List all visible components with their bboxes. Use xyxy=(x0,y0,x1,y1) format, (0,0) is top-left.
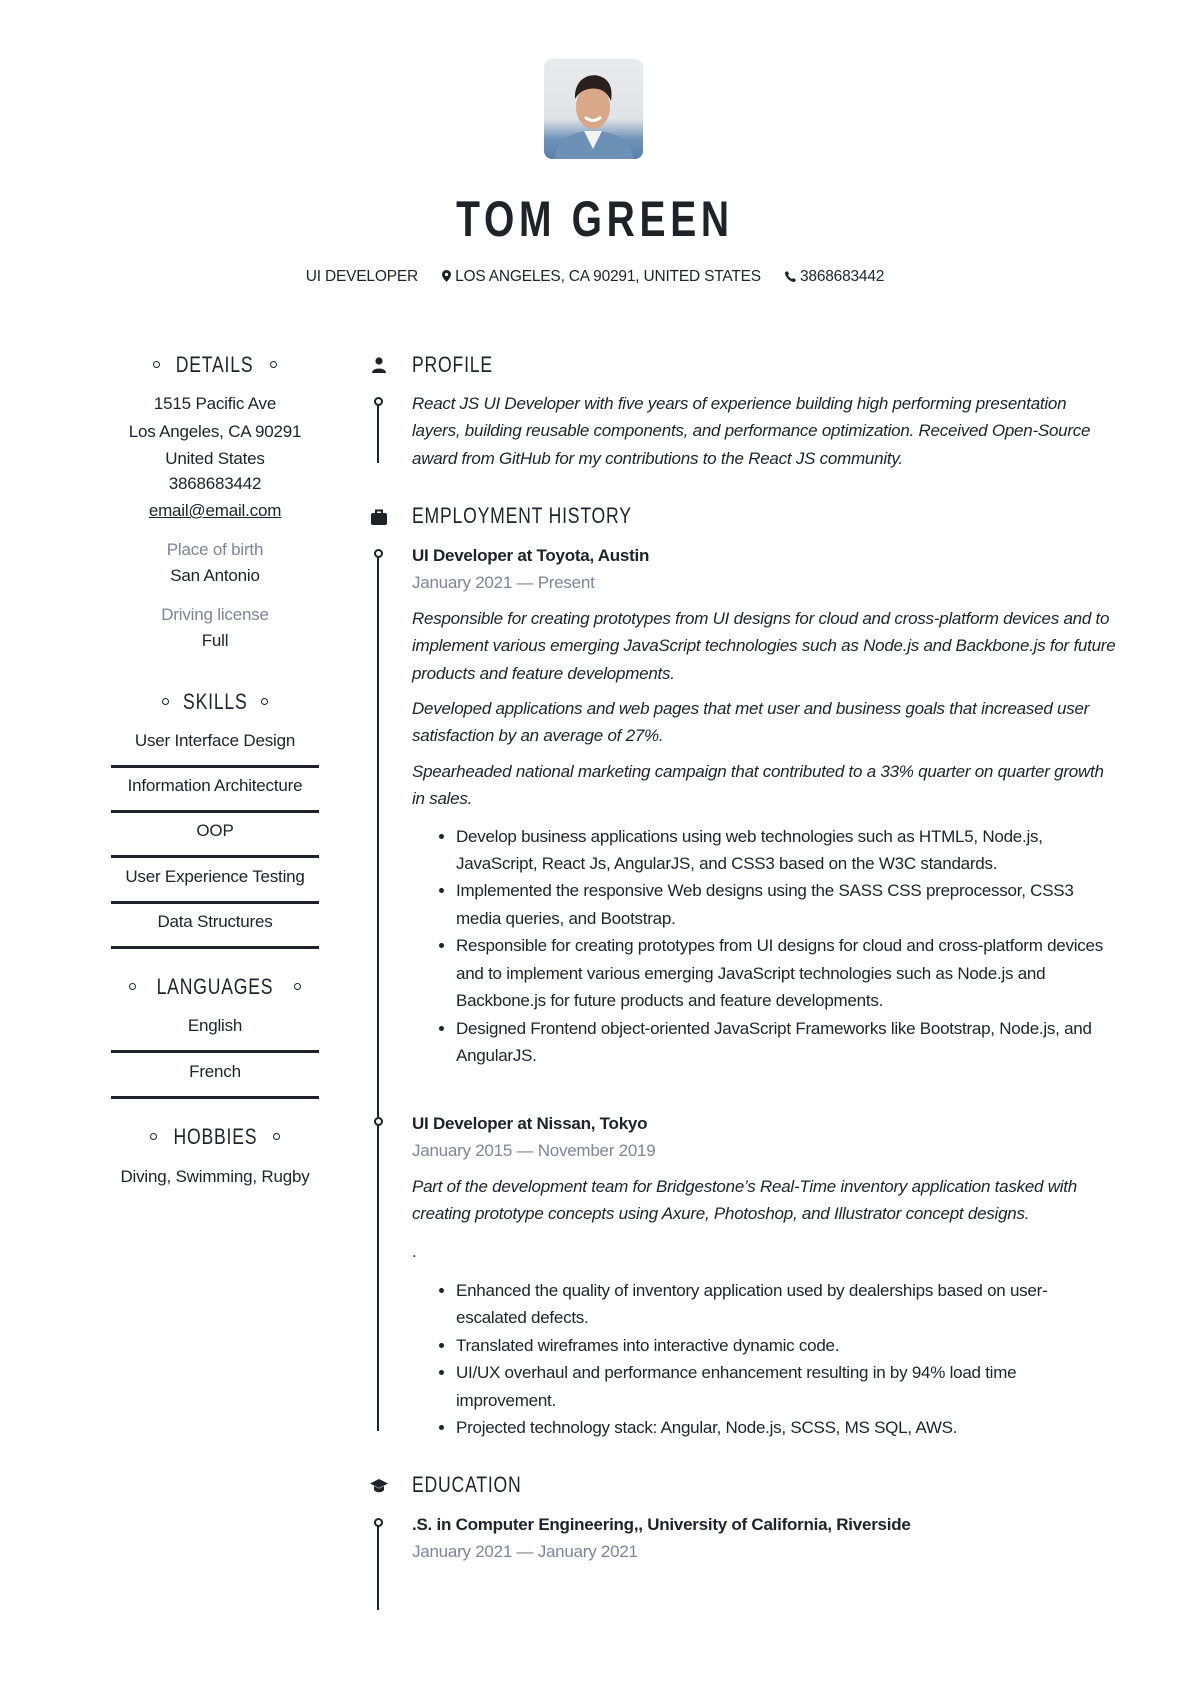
map-pin-icon xyxy=(442,270,451,282)
profile-summary: React JS UI Developer with five years of experience building high performing presentation layers, building reusable components, and performance optimization. Received Open-Source award from GitHub for my contributions to the React JS community. xyxy=(412,394,1091,468)
person-photo-icon xyxy=(544,59,643,159)
language-item: English xyxy=(111,1016,319,1053)
timeline-line xyxy=(377,557,379,1117)
job-paragraph: Developed applications and web pages that met user and business goals that increased user satisfaction by an average of 27%. xyxy=(412,699,1090,746)
languages-heading: LANGUAGES xyxy=(111,974,319,1000)
bullet-item: • Responsible for creating prototypes from UI designs for cloud and cross-platform devices and to implement various emerging JavaScript technologies such as Node.js and Backbone.js for future products and feature developments. xyxy=(456,932,1117,1014)
education-dates: January 2021 — January 2021 xyxy=(412,1542,638,1562)
location-text: LOS ANGELES, CA 90291, UNITED STATES xyxy=(455,268,761,285)
education-heading: EDUCATION xyxy=(412,1472,522,1497)
education-entry xyxy=(412,1511,1117,1566)
skill-item: User Interface Design xyxy=(111,731,319,768)
details-heading: DETAILS xyxy=(111,352,319,378)
phone-icon xyxy=(785,271,796,282)
education-title: .S. in Computer Engineering,, University of California, Riverside xyxy=(412,1515,911,1534)
skill-item: User Experience Testing xyxy=(111,867,319,904)
person-icon xyxy=(370,356,388,374)
location xyxy=(442,268,761,285)
employment-heading: EMPLOYMENT HISTORY xyxy=(412,503,632,528)
timeline-line xyxy=(377,405,379,463)
address-line: United States xyxy=(165,449,265,468)
bullet-item: • Develop business applications using web technologies such as HTML5, Node.js, JavaScript, React Js, AngularJS, and CSS3 based on the W3C standards. xyxy=(456,823,1117,878)
bullet-item: • Implemented the responsive Web designs using the SASS CSS preprocessor, CSS3 media queries, and Bootstrap. xyxy=(456,877,1117,932)
job-dates: January 2015 — November 2019 xyxy=(412,1141,656,1161)
job-dates: January 2021 — Present xyxy=(412,573,595,593)
job-bullets xyxy=(412,823,1117,1070)
details-phone: 3868683442 xyxy=(168,474,262,493)
hobbies-text: Diving, Swimming, Rugby xyxy=(120,1167,310,1186)
briefcase-icon xyxy=(370,508,388,526)
job-bullets xyxy=(412,1277,1117,1441)
left-column xyxy=(111,0,319,1683)
bullet-item: • UI/UX overhaul and performance enhancement resulting in by 94% load time improvement. xyxy=(456,1359,1117,1414)
skill-item: Information Architecture xyxy=(111,776,319,813)
job-paragraph: Responsible for creating prototypes from UI designs for cloud and cross-platform devices and to implement various emerging JavaScript technologies such as Node.js and Backbone.js for future products and feature developments. xyxy=(412,608,1116,683)
profile-heading: PROFILE xyxy=(412,352,493,377)
language-item: French xyxy=(111,1062,319,1099)
place-of-birth-value: San Antonio xyxy=(170,566,260,585)
bullet-item: • Designed Frontend object-oriented JavaScript Frameworks like Bootstrap, Node.js, and AngularJS. xyxy=(456,1015,1117,1070)
phone-text: 3868683442 xyxy=(799,268,885,285)
profile-photo xyxy=(544,59,643,159)
bullet-item: • Enhanced the quality of inventory application used by dealerships based on user-escalated defects. xyxy=(456,1277,1117,1332)
skills-heading: SKILLS xyxy=(111,689,319,715)
skill-item: OOP xyxy=(111,821,319,858)
address-line: 1515 Pacific Ave xyxy=(153,394,277,413)
driving-license-label: Driving license xyxy=(161,605,269,624)
email-link[interactable]: email@email.com xyxy=(148,501,282,520)
job-title: UI Developer at Nissan, Tokyo xyxy=(412,1114,648,1133)
address-line: Los Angeles, CA 90291 xyxy=(128,422,302,441)
bullet-item: • Translated wireframes into interactive dynamic code. xyxy=(456,1332,1117,1359)
name-text: TOM GREEN xyxy=(456,191,734,247)
timeline-line xyxy=(377,1526,379,1610)
hobbies-heading: HOBBIES xyxy=(111,1124,319,1150)
job-paragraph: Part of the development team for Bridgestone’s Real-Time inventory application tasked with creating prototype concepts using Axure, Photoshop, and Illustrator concept designs. xyxy=(412,1176,1077,1224)
job-entry xyxy=(412,542,1117,1069)
driving-license-value: Full xyxy=(201,631,229,650)
place-of-birth-label: Place of birth xyxy=(166,540,264,559)
job-entry xyxy=(412,1110,1117,1441)
timeline-line xyxy=(377,1125,379,1431)
job-title: UI DEVELOPER xyxy=(305,268,418,285)
skill-item: Data Structures xyxy=(111,912,319,949)
bullet-item: • Projected technology stack: Angular, Node.js, SCSS, MS SQL, AWS. xyxy=(456,1414,1117,1441)
separator-dot: . xyxy=(412,1241,417,1261)
job-paragraph: Spearheaded national marketing campaign that contributed to a 33% quarter on quarter growth in sales. xyxy=(412,761,1104,809)
graduation-cap-icon xyxy=(370,1477,388,1495)
phone xyxy=(785,268,884,285)
job-title: UI Developer at Toyota, Austin xyxy=(412,546,650,565)
